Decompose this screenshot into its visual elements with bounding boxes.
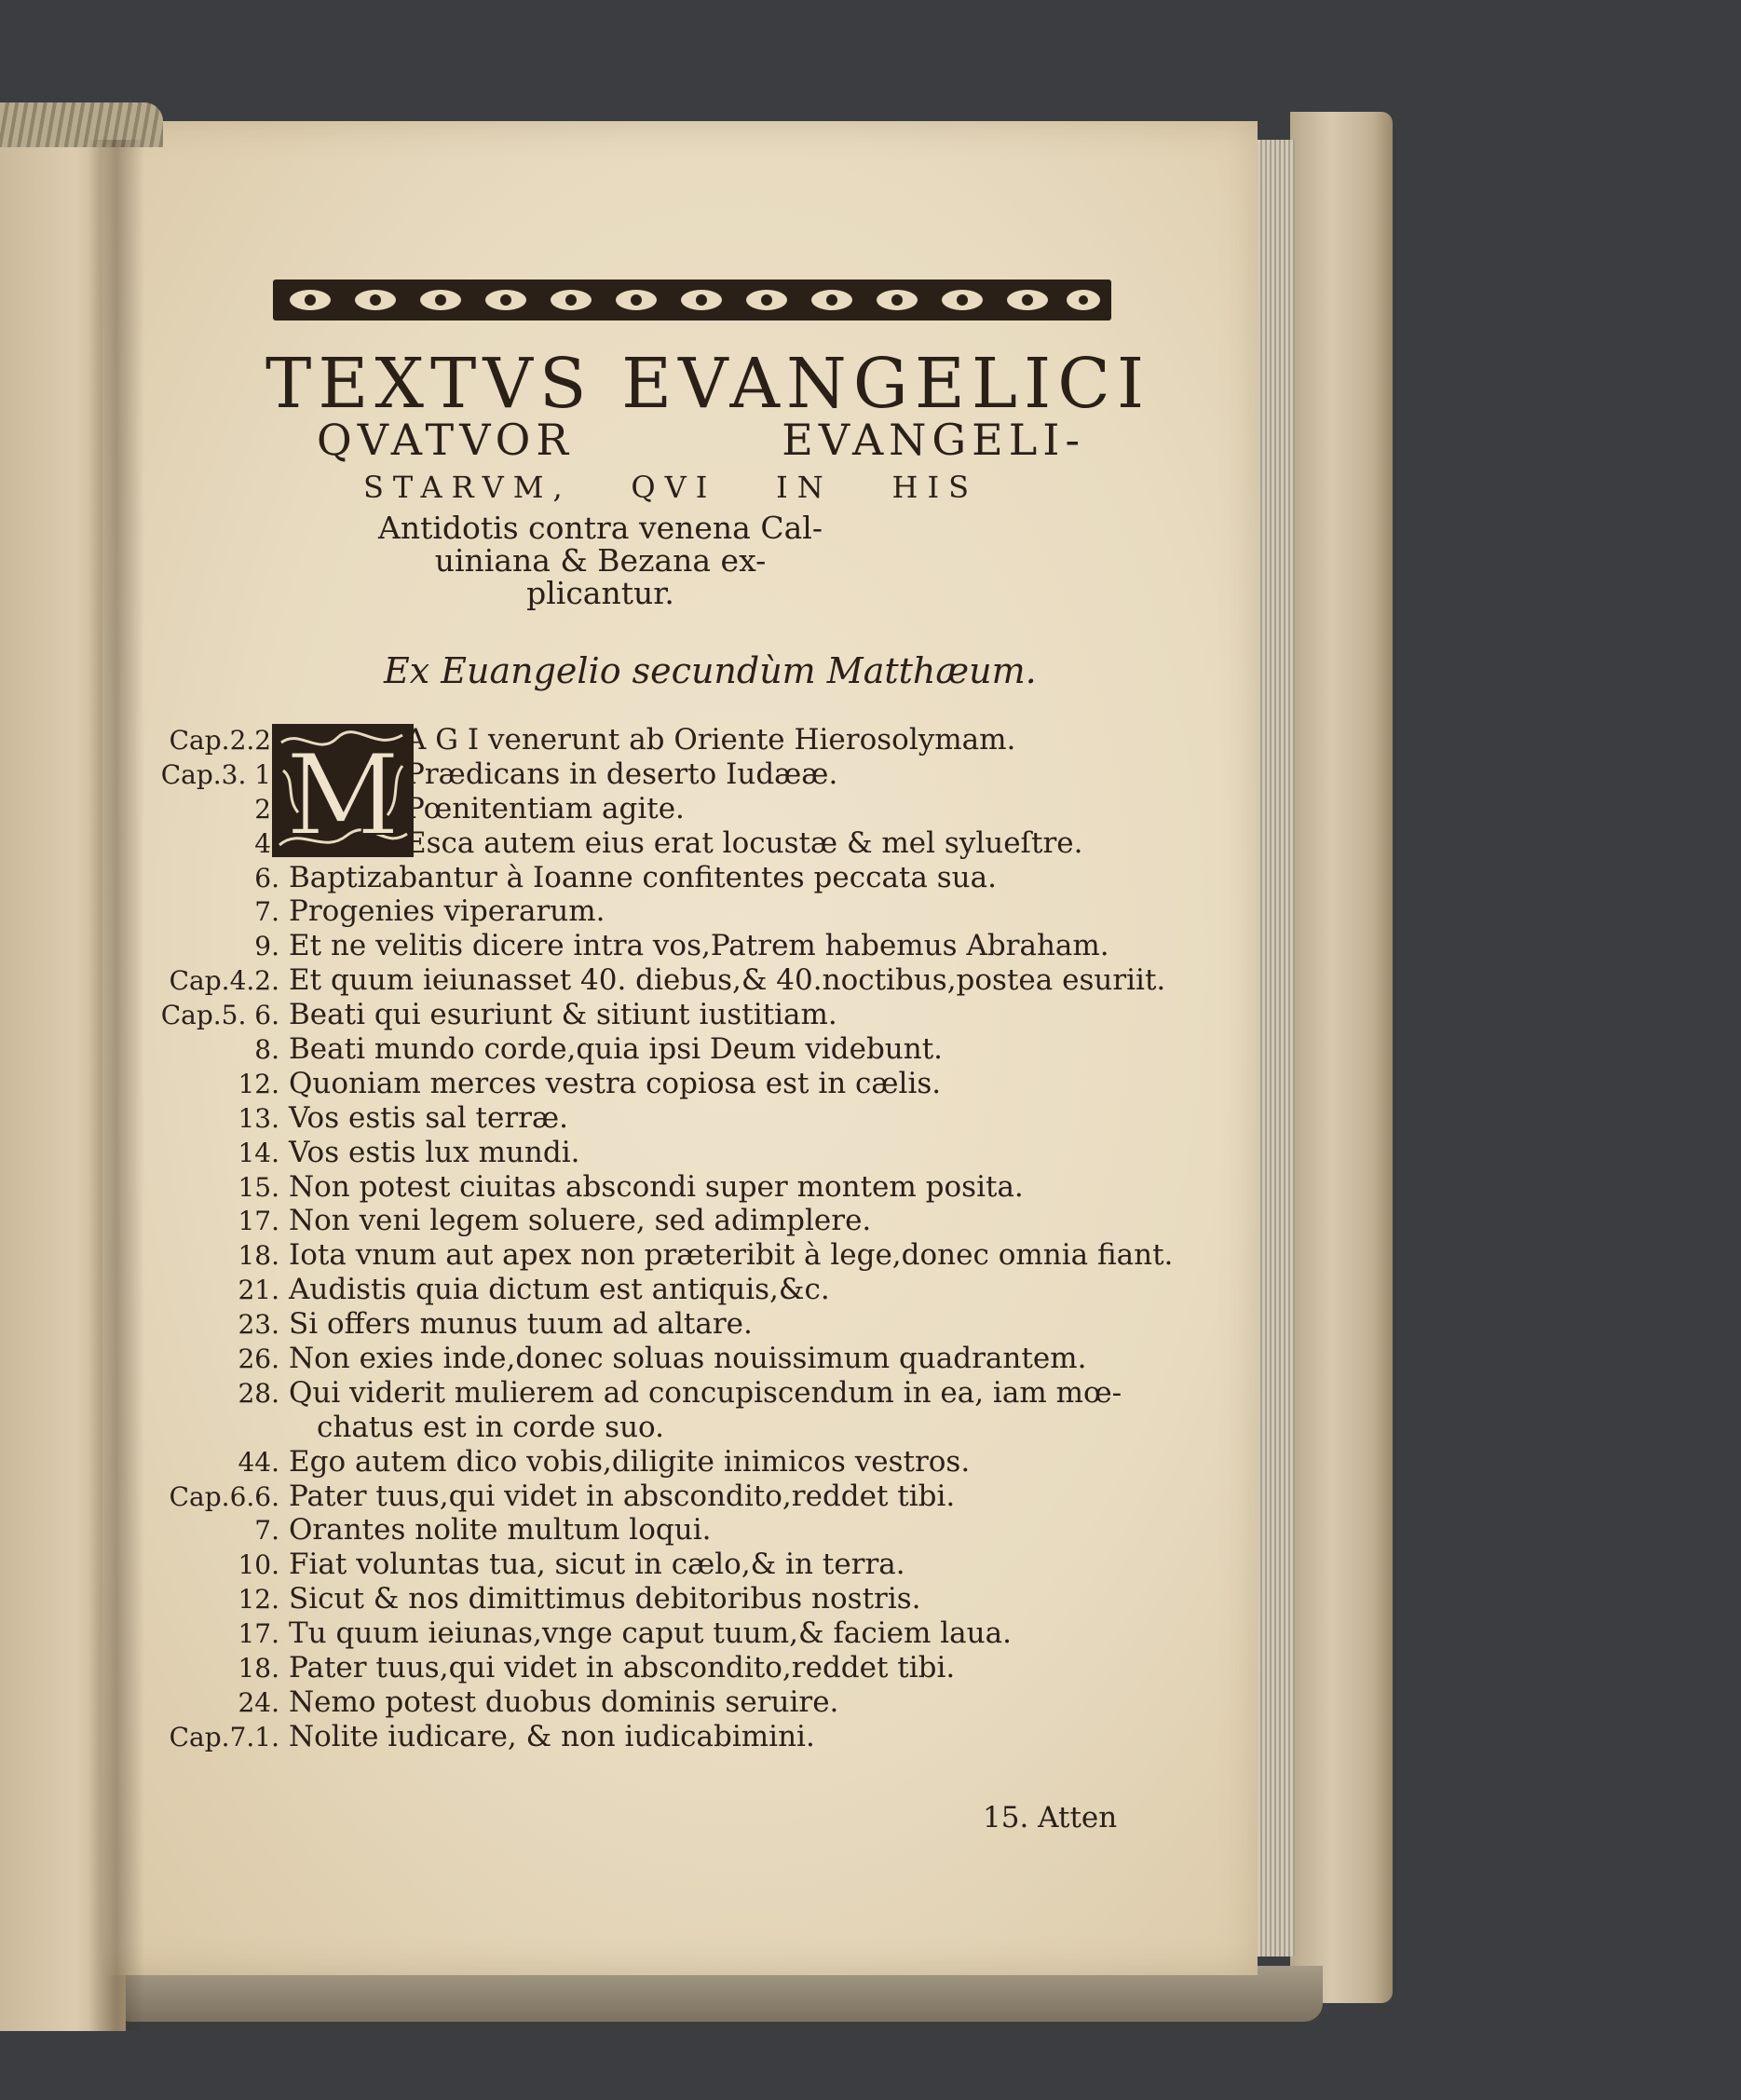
verse-text: Pœnitentiam agite. — [405, 791, 685, 825]
verse-text: Si offers munus tuum ad altare. — [289, 1307, 753, 1342]
verse-text: Esca autem eius erat locustæ & mel sylueſtre. — [405, 825, 1083, 860]
verse-line — [130, 1067, 1155, 1101]
verse-line — [130, 1170, 1155, 1205]
verse-line — [130, 861, 1155, 895]
verse-text: Et quum ieiunasset 40. diebus,& 40.noctibus,postea esuriit. — [289, 963, 1166, 998]
verse-text: Tu quum ieiunas,vnge caput tuum,& faciem laua. — [289, 1616, 1012, 1651]
verse-line — [130, 723, 1155, 757]
verse-text: Quoniam merces vestra copiosa est in cælis. — [289, 1066, 942, 1100]
title-line-6: plicantur. — [526, 575, 674, 611]
verse-text: Pater tuus,qui videt in abscondito,reddet tibi. — [289, 1479, 956, 1513]
verse-line — [130, 1238, 1174, 1273]
title-line-5: uiniana & Bezana ex- — [434, 542, 767, 579]
verse-list — [130, 723, 1174, 1754]
initial-letter: M — [285, 731, 401, 857]
verse-reference: 7. — [254, 896, 279, 928]
verse-reference: 23. — [238, 1309, 279, 1341]
verse-line — [130, 929, 1155, 963]
verse-text: Vos estis sal terræ. — [289, 1100, 568, 1135]
verse-text: Orantes nolite multum loqui. — [289, 1513, 712, 1548]
verse-reference: 7. — [254, 1515, 279, 1547]
verse-text: Non potest ciuitas abscondi super montem posita. — [289, 1169, 1024, 1204]
verse-text: Vos estis lux mundi. — [289, 1135, 580, 1169]
verse-text: Non exies inde,donec soluas nouissimum quadrantem. — [289, 1342, 1087, 1376]
section-subtitle: Ex Euangelio secundùm Matthæum. — [384, 650, 1037, 691]
verse-line — [130, 1548, 1155, 1582]
verse-line — [130, 1651, 1155, 1685]
verse-text: chatus est in corde suo. — [317, 1410, 665, 1444]
verse-line — [130, 1273, 1155, 1307]
title-line-2: QVATVOR EVANGELI- — [317, 415, 1085, 465]
verse-reference: Cap.6.6. — [169, 1480, 279, 1512]
verse-reference: Cap.4.2. — [169, 965, 279, 997]
verse-line — [130, 1582, 1155, 1616]
verse-line — [130, 1136, 1155, 1170]
verse-line — [130, 1480, 1155, 1514]
verse-line — [130, 1720, 1155, 1754]
verse-line — [130, 1411, 1155, 1445]
catchword: 15. Atten — [983, 1801, 1118, 1834]
verse-text: Pater tuus,qui videt in abscondito,reddet tibi. — [289, 1651, 956, 1685]
verse-text: Progenies viperarum. — [289, 894, 605, 929]
verse-reference: 12. — [238, 1584, 279, 1616]
verse-reference: 21. — [238, 1275, 279, 1306]
verse-reference: 14. — [238, 1137, 279, 1168]
verse-reference: 10. — [238, 1549, 279, 1581]
verse-line — [130, 1307, 1155, 1342]
verse-reference: 17. — [238, 1618, 279, 1650]
verse-reference: 12. — [238, 1068, 279, 1099]
verse-line — [130, 757, 1155, 792]
title-line-4: Antidotis contra venena Cal- — [378, 510, 823, 546]
verse-line — [130, 1032, 1155, 1067]
verse-line — [130, 1376, 1155, 1411]
verse-text: Audistis quia dictum est antiquis,&c. — [289, 1273, 830, 1307]
verse-line — [130, 1342, 1155, 1376]
verse-text: A G I venerunt ab Oriente Hierosolymam. — [405, 723, 1016, 757]
verse-reference: 28. — [238, 1377, 279, 1409]
verse-line — [130, 1445, 1155, 1480]
verse-text: Fiat voluntas tua, sicut in cælo,& in terra. — [289, 1548, 905, 1582]
verse-line — [130, 1204, 1155, 1238]
verse-reference: 26. — [238, 1343, 279, 1375]
verse-text: Beati mundo corde,quia ipsi Deum videbunt. — [289, 1032, 944, 1067]
verse-text: Nolite iudicare, & non iudicabimini. — [289, 1719, 815, 1753]
verse-text: Nemo potest duobus dominis seruire. — [289, 1684, 839, 1719]
verse-text: Baptizabantur à Ioanne confitentes peccata sua. — [289, 860, 997, 894]
verse-text: Sicut & nos dimittimus debitoribus nostris. — [289, 1582, 921, 1616]
verse-reference: 44. — [238, 1446, 279, 1478]
verse-text: Prædicans in deserto Iudææ. — [405, 757, 838, 791]
verse-reference: 17. — [238, 1206, 279, 1237]
verse-reference: 8. — [254, 1034, 279, 1066]
verse-reference: 9. — [254, 931, 279, 962]
verse-line — [130, 1513, 1155, 1548]
verse-line — [130, 1616, 1155, 1651]
verse-text: Iota vnum aut apex non præteribit à lege,donec omnia fiant. — [289, 1238, 1174, 1273]
verse-reference: 18. — [238, 1653, 279, 1684]
ornamental-header-band — [273, 278, 1111, 322]
verse-reference: 13. — [238, 1102, 279, 1134]
verse-line — [130, 1685, 1155, 1720]
verse-text: Et ne velitis dicere intra vos,Patrem habemus Abraham. — [289, 929, 1109, 963]
verse-reference: 2. — [254, 793, 279, 825]
verse-reference: 6. — [254, 862, 279, 893]
verse-reference: 18. — [238, 1240, 279, 1272]
verse-line — [130, 1101, 1155, 1136]
verse-reference: Cap.5. 6. — [160, 1000, 279, 1031]
verse-reference: 4. — [254, 827, 279, 859]
verse-line — [130, 792, 1155, 826]
verse-line — [130, 963, 1166, 998]
verse-text: Qui viderit mulierem ad concupiscendum in ea, iam mœ- — [289, 1375, 1122, 1410]
verse-reference: Cap.7.1. — [169, 1721, 279, 1752]
verse-reference: Cap.2.2. — [169, 725, 279, 756]
verse-reference: 24. — [238, 1686, 279, 1718]
verse-reference: 15. — [238, 1171, 279, 1203]
verse-line — [130, 894, 1155, 929]
verse-reference: Cap.3. 1. — [160, 758, 279, 790]
verse-line — [130, 826, 1155, 861]
verse-line — [130, 998, 1155, 1032]
title-line-3: STARVM, QVI IN HIS — [363, 470, 978, 505]
verse-text: Ego autem dico vobis,diligite inimicos vestros. — [289, 1444, 971, 1479]
verse-text: Non veni legem soluere, sed adimplere. — [289, 1204, 872, 1238]
verse-text: Beati qui esuriunt & sitiunt iustitiam. — [289, 998, 837, 1032]
title-line-1: TEXTVS EVANGELICI — [265, 344, 1151, 424]
